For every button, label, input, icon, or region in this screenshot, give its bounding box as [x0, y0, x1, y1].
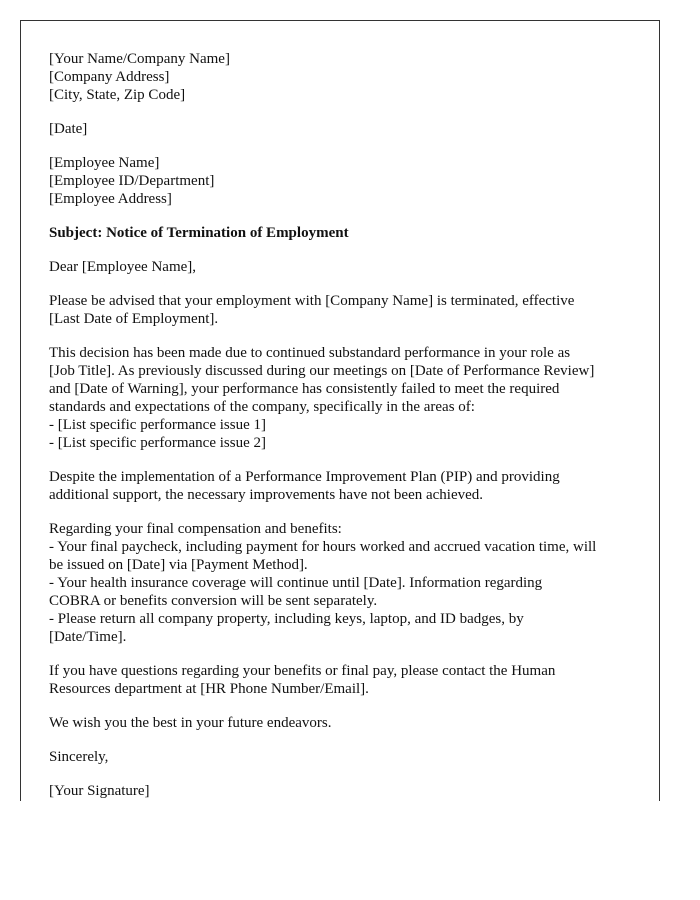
text-line: and [Date of Warning], your performance has consistently failed to meet the required — [49, 381, 560, 397]
list-item: - Your final paycheck, including payment for hours worked and accrued vacation time, will — [49, 539, 597, 555]
text-line: If you have questions regarding your benefits or final pay, please contact the Human — [49, 663, 556, 679]
recipient-line: [Employee Address] — [49, 191, 172, 207]
closing-text: Sincerely, — [49, 749, 109, 765]
signature-text: [Your Signature] — [49, 783, 150, 799]
text-line: Please be advised that your employment with [Company Name] is terminated, effective — [49, 293, 575, 309]
paragraph-reason — [49, 344, 659, 452]
text-line: Regarding your final compensation and benefits: — [49, 521, 342, 537]
text-line: [Job Title]. As previously discussed during our meetings on [Date of Performance Review] — [49, 363, 595, 379]
list-item: [Date/Time]. — [49, 629, 127, 645]
sender-block — [49, 50, 659, 104]
date-line — [49, 120, 659, 138]
text-line: This decision has been made due to continued substandard performance in your role as — [49, 345, 571, 361]
signature — [49, 782, 659, 800]
list-item: - Your health insurance coverage will continue until [Date]. Information regarding — [49, 575, 543, 591]
closing — [49, 748, 659, 766]
list-item: - Please return all company property, including keys, laptop, and ID badges, by — [49, 611, 524, 627]
list-item: be issued on [Date] via [Payment Method]. — [49, 557, 308, 573]
paragraph-termination — [49, 292, 659, 328]
text-line: [Last Date of Employment]. — [49, 311, 219, 327]
sender-line: [City, State, Zip Code] — [49, 87, 186, 103]
text-line: standards and expectations of the company, specifically in the areas of: — [49, 399, 475, 415]
salutation-text: Dear [Employee Name], — [49, 259, 197, 275]
sender-line: [Your Name/Company Name] — [49, 51, 230, 67]
closing-wish — [49, 714, 659, 732]
text-line: We wish you the best in your future endeavors. — [49, 715, 332, 731]
list-item: - [List specific performance issue 1] — [49, 417, 266, 433]
text-line: additional support, the necessary improvements have not been achieved. — [49, 487, 484, 503]
letter-page — [20, 20, 660, 801]
paragraph-pip — [49, 468, 659, 504]
salutation — [49, 258, 659, 276]
paragraph-contact — [49, 662, 659, 698]
recipient-line: [Employee ID/Department] — [49, 173, 215, 189]
date: [Date] — [49, 121, 88, 137]
sender-line: [Company Address] — [49, 69, 170, 85]
text-line: Resources department at [HR Phone Number/Email]. — [49, 681, 369, 697]
subject-line — [49, 224, 659, 242]
recipient-line: [Employee Name] — [49, 155, 160, 171]
list-item: - [List specific performance issue 2] — [49, 435, 266, 451]
recipient-block — [49, 154, 659, 208]
list-item: COBRA or benefits conversion will be sent separately. — [49, 593, 378, 609]
paragraph-compensation — [49, 520, 659, 646]
text-line: Despite the implementation of a Performance Improvement Plan (PIP) and providing — [49, 469, 560, 485]
subject: Subject: Notice of Termination of Employment — [49, 225, 349, 241]
